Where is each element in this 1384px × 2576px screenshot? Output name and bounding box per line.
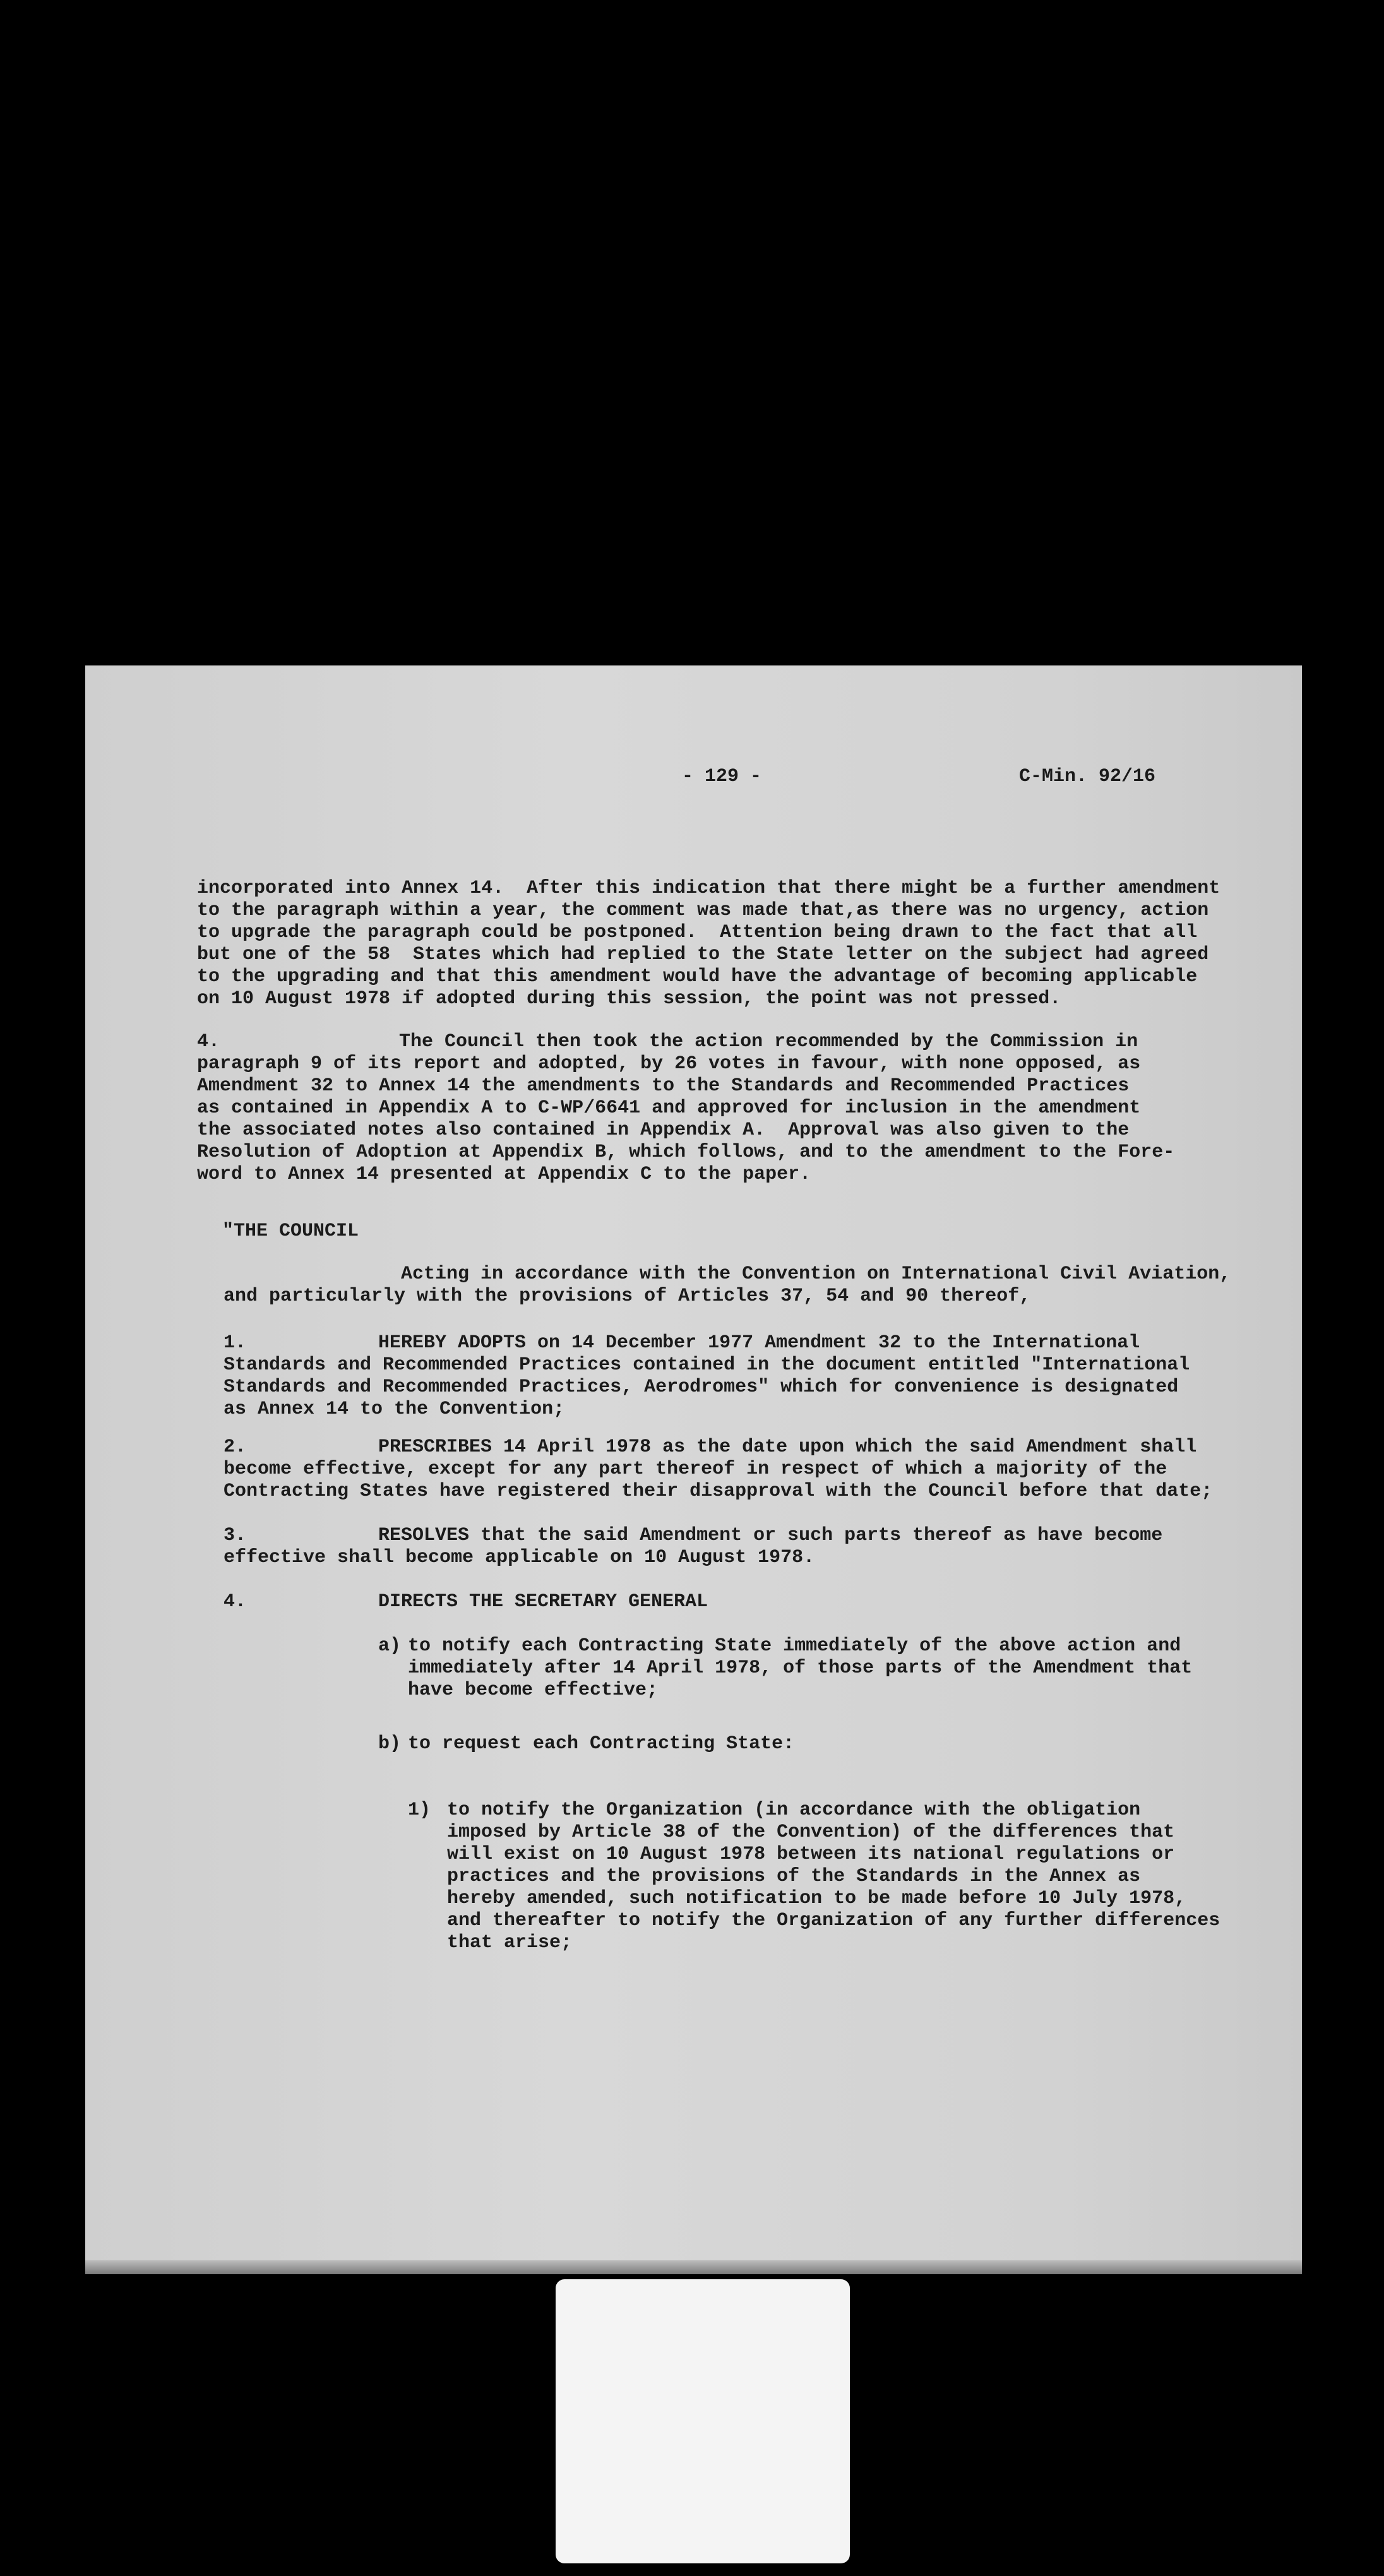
- text-line: paragraph 9 of its report and adopted, by 26 votes in favour, with none opposed, as: [197, 1053, 1141, 1075]
- text-line: Standards and Recommended Practices contained in the document entitled "International: [224, 1354, 1190, 1376]
- text-line: to notify the Organization (in accordance with the obligation: [447, 1799, 1141, 1821]
- item-2-number: 2.: [224, 1436, 247, 1458]
- page-bottom-edge: [85, 2260, 1302, 2274]
- text-line: become effective, except for any part thereof in respect of which a majority of the: [224, 1458, 1167, 1480]
- paragraph-4-first-line: The Council then took the action recommended by the Commission in: [399, 1031, 1138, 1052]
- resolution-heading: "THE COUNCIL: [222, 1220, 359, 1242]
- text-line: will exist on 10 August 1978 between its national regulations or: [447, 1844, 1175, 1865]
- item-4-number: 4.: [224, 1591, 247, 1613]
- text-line: as contained in Appendix A to C-WP/6641 and approved for inclusion in the amendment: [197, 1097, 1141, 1119]
- text-line: to notify each Contracting State immediately of the above action and: [408, 1635, 1181, 1657]
- item-2-first-line: PRESCRIBES 14 April 1978 as the date upon which the said Amendment shall: [378, 1436, 1197, 1458]
- item-3-text: [224, 1547, 814, 1569]
- text-line: as Annex 14 to the Convention;: [224, 1398, 565, 1420]
- paragraph-4: [197, 1053, 1174, 1186]
- preamble-first-line: Acting in accordance with the Convention on International Civil Aviation,: [401, 1263, 1231, 1285]
- text-line: to upgrade the paragraph could be postponed. Attention being drawn to the fact that all: [197, 922, 1198, 943]
- text-line: to the paragraph within a year, the comment was made that,as there was no urgency, action: [197, 900, 1209, 921]
- paragraph-4-number: 4.: [197, 1031, 220, 1052]
- document-reference: C-Min. 92/16: [1019, 766, 1156, 787]
- text-line: hereby amended, such notification to be made before 10 July 1978,: [447, 1888, 1186, 1909]
- item-3-first-line: RESOLVES that the said Amendment or such parts thereof as have become: [378, 1525, 1163, 1546]
- text-line: to request each Contracting State:: [408, 1733, 795, 1755]
- text-line: Amendment 32 to Annex 14 the amendments to the Standards and Recommended Practices: [197, 1075, 1130, 1097]
- sub-item-a-label: a): [378, 1635, 402, 1657]
- text-line: have become effective;: [408, 1679, 659, 1701]
- blank-card: [556, 2279, 850, 2563]
- item-3-number: 3.: [224, 1525, 247, 1546]
- text-line: incorporated into Annex 14. After this indication that there might be a further amendment: [197, 878, 1220, 899]
- text-line: Contracting States have registered their disapproval with the Council before that date;: [224, 1481, 1213, 1502]
- text-line: effective shall become applicable on 10 August 1978.: [224, 1547, 815, 1568]
- item-1-first-line: HEREBY ADOPTS on 14 December 1977 Amendment 32 to the International: [378, 1332, 1140, 1354]
- preamble-continuation: and particularly with the provisions of Articles 37, 54 and 90 thereof,: [224, 1285, 1031, 1307]
- sub-item-b1-label: 1): [408, 1799, 431, 1821]
- item-1-text: [224, 1354, 1190, 1421]
- text-line: Standards and Recommended Practices, Aerodromes" which for convenience is designated: [224, 1376, 1179, 1398]
- text-line: and thereafter to notify the Organization of any further differences: [447, 1910, 1220, 1931]
- sub-item-b-label: b): [378, 1733, 402, 1755]
- text-line: that arise;: [447, 1932, 573, 1953]
- text-line: to the upgrading and that this amendment would have the advantage of becoming applicable: [197, 966, 1198, 987]
- sub-item-b1-text: [447, 1799, 1220, 1954]
- sub-item-a-text: [408, 1635, 1192, 1702]
- text-line: on 10 August 1978 if adopted during this session, the point was not pressed.: [197, 988, 1061, 1010]
- text-line: word to Annex 14 presented at Appendix C to the paper.: [197, 1164, 811, 1185]
- item-4-first-line: DIRECTS THE SECRETARY GENERAL: [378, 1591, 708, 1613]
- item-2-text: [224, 1458, 1212, 1503]
- text-line: immediately after 14 April 1978, of those parts of the Amendment that: [408, 1657, 1193, 1679]
- text-line: practices and the provisions of the Standards in the Annex as: [447, 1866, 1141, 1887]
- page-number: - 129 -: [682, 766, 762, 787]
- paragraph-continuation: [197, 878, 1220, 1010]
- text-line: but one of the 58 States which had replied to the State letter on the subject had agreed: [197, 944, 1209, 965]
- text-line: the associated notes also contained in Appendix A. Approval was also given to the: [197, 1119, 1130, 1141]
- text-line: imposed by Article 38 of the Convention) of the differences that: [447, 1822, 1175, 1843]
- item-1-number: 1.: [224, 1332, 247, 1354]
- text-line: Resolution of Adoption at Appendix B, which follows, and to the amendment to the Fore-: [197, 1142, 1175, 1163]
- sub-item-b-text: [408, 1733, 794, 1755]
